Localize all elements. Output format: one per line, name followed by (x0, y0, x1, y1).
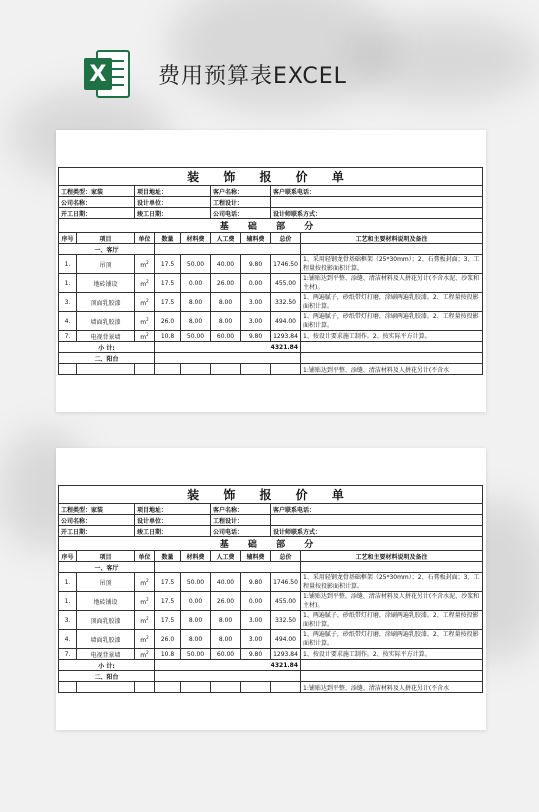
info-cell: 公司名称： (59, 515, 135, 526)
info-cell: 客户联系电话： (271, 504, 483, 515)
excel-icon: X (84, 48, 132, 100)
section-title: 基 础 部 分 (59, 219, 483, 233)
section-title: 基 础 部 分 (59, 537, 483, 551)
info-cell: 设计单位： (135, 197, 211, 208)
column-header: 数量 (155, 551, 181, 562)
info-cell: 设计单位： (135, 515, 211, 526)
quote-table (58, 167, 483, 375)
note-cell: 1:铺贴达到平整、添缝、清洁材料及人拼花另计(不含水 (301, 364, 483, 375)
column-header: 人工费 (211, 233, 241, 244)
column-header: 项目 (77, 233, 135, 244)
group-label: 二、阳台 (59, 353, 155, 364)
table-row: 4. 墙面乳胶漆 $m^2$ 26.0 8.00 8.00 3.00 494.00 1、两遍腻子，砂纸带灯打磨，涂刷两遍乳胶漆。2、工程量按投影面积计算。 (59, 312, 483, 331)
group-label: 二、阳台 (59, 671, 155, 682)
column-header: 项目 (77, 551, 135, 562)
info-cell: 项目地址： (135, 504, 211, 515)
column-header: 材料费 (181, 233, 211, 244)
info-cell: 竣工日期： (135, 208, 211, 219)
document-title: 装 饰 报 价 单 (59, 486, 483, 504)
spreadsheet-preview (56, 130, 486, 412)
column-header: 序号 (59, 233, 77, 244)
info-cell: 项目地址： (135, 186, 211, 197)
table-row: 1. 吊顶 $m^2$ 17.5 50.00 40.00 9.80 1746.50 1、采用轻钢龙骨基础框架（25*30mm）；2、石膏板封面；3、工程量按投影面积计算。 (59, 573, 483, 592)
table-row: 7. 电视背景墙 $m^2$ 10.8 50.00 60.00 9.80 1293.84 1、按设计要求施工制作。2、按实际平方计算。 (59, 649, 483, 660)
info-cell: 开工日期： (59, 208, 135, 219)
info-cell: 公司电话： (211, 526, 271, 537)
info-cell: 客户联系电话： (271, 186, 483, 197)
spreadsheet-preview (56, 448, 486, 730)
table-row: 7. 电视背景墙 $m^2$ 10.8 50.00 60.00 9.80 1293.84 1、按设计要求施工制作。2、按实际平方计算。 (59, 331, 483, 342)
column-header: 序号 (59, 551, 77, 562)
column-header: 工艺和主要材料说明及备注 (301, 233, 483, 244)
column-header: 总价 (271, 233, 301, 244)
column-header: 数量 (155, 233, 181, 244)
table-row: 1. 地砖铺设 $m^2$ 17.5 0.00 26.00 0.00 455.00 1:铺贴达到平整、添缝、清洁材料及人拼花另计(不含水泥、沙浆和主材)。 (59, 592, 483, 611)
subtotal-label: 小 计: (59, 342, 155, 353)
info-cell: 客户名称： (211, 504, 271, 515)
table-row: 3. 顶面乳胶漆 $m^2$ 17.5 8.00 8.00 3.00 332.50 1、两遍腻子，砂纸带灯打磨，涂刷两遍乳胶漆。2、工程量按投影面积计算。 (59, 293, 483, 312)
info-cell: 工程设计： (211, 515, 271, 526)
column-header: 辅料费 (241, 551, 271, 562)
column-header: 辅料费 (241, 233, 271, 244)
info-cell: 公司名称： (59, 197, 135, 208)
info-cell: 竣工日期： (135, 526, 211, 537)
column-header: 单位 (135, 233, 155, 244)
table-row: 4. 墙面乳胶漆 $m^2$ 26.0 8.00 8.00 3.00 494.00 1、两遍腻子，砂纸带灯打磨，涂刷两遍乳胶漆。2、工程量按投影面积计算。 (59, 630, 483, 649)
subtotal-label: 小 计: (59, 660, 155, 671)
column-header: 人工费 (211, 551, 241, 562)
table-row: 3. 顶面乳胶漆 $m^2$ 17.5 8.00 8.00 3.00 332.50 1、两遍腻子，砂纸带灯打磨，涂刷两遍乳胶漆。2、工程量按投影面积计算。 (59, 611, 483, 630)
subtotal-value: 4321.84 (155, 342, 301, 353)
column-header: 单位 (135, 551, 155, 562)
quote-table (58, 485, 483, 693)
info-cell: 设计师联系方式： (271, 208, 483, 219)
info-cell: 设计师联系方式： (271, 526, 483, 537)
column-header: 总价 (271, 551, 301, 562)
info-cell: 客户名称： (211, 186, 271, 197)
subtotal-value: 4321.84 (155, 660, 301, 671)
info-cell: 工程类型：家装 (59, 186, 135, 197)
info-cell (271, 197, 483, 208)
group-label: 一、客厅 (59, 562, 155, 573)
table-row: 1. 地砖铺设 $m^2$ 17.5 0.00 26.00 0.00 455.00 1:铺贴达到平整、添缝、清洁材料及人拼花另计(不含水泥、沙浆和主材)。 (59, 274, 483, 293)
info-cell: 工程设计： (211, 197, 271, 208)
document-title: 装 饰 报 价 单 (59, 168, 483, 186)
info-cell: 开工日期： (59, 526, 135, 537)
table-row: 1. 吊顶 $m^2$ 17.5 50.00 40.00 9.80 1746.50 1、采用轻钢龙骨基础框架（25*30mm）；2、石膏板封面；3、工程量按投影面积计算。 (59, 255, 483, 274)
background-shadow (350, 20, 539, 100)
note-cell: 1:铺贴达到平整、添缝、清洁材料及人拼花另计(不含水 (301, 682, 483, 693)
column-header: 材料费 (181, 551, 211, 562)
column-header: 工艺和主要材料说明及备注 (301, 551, 483, 562)
page-header (84, 46, 347, 102)
group-label: 一、客厅 (59, 244, 155, 255)
page-title: 费用预算表EXCEL (158, 63, 347, 89)
info-cell: 公司电话： (211, 208, 271, 219)
info-cell (271, 515, 483, 526)
info-cell: 工程类型：家装 (59, 504, 135, 515)
